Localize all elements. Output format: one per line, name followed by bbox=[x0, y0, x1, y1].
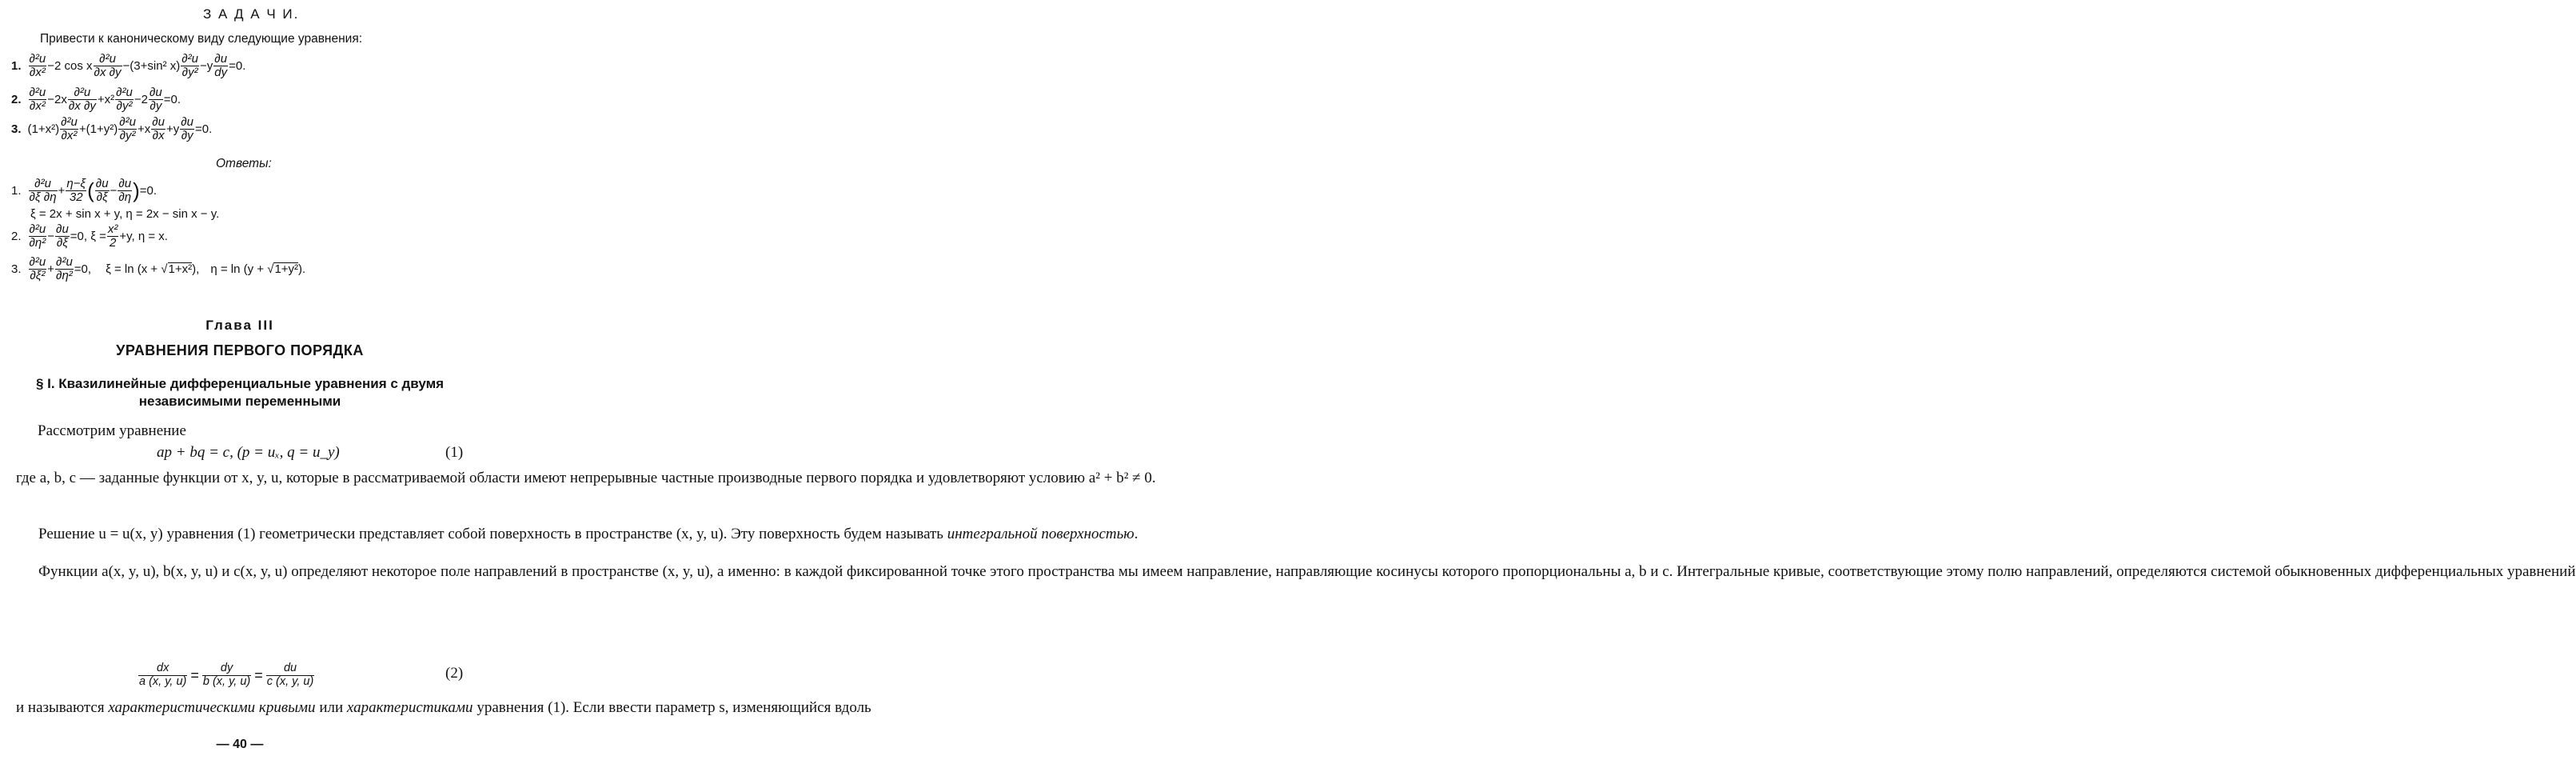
paragraph-text: и называются bbox=[16, 699, 109, 716]
problems-heading: З А Д А Ч И. bbox=[203, 6, 300, 22]
paragraph-text: Функции a(x, y, u), b(x, y, u) и c(x, y, u) определяют некоторое поле направлений в пространстве (x, y, u), а именно: в каждой фиксированной точке этого пространства мы имеем направление, направляющие косинусы которого пропорциональны a, b и c. Интегральные кривые, соответствующие этому полю направлений, определяются системой обыкновенных дифференциальных уравнений bbox=[38, 563, 2576, 580]
term: ), bbox=[192, 262, 200, 276]
answer-1: 1. $\frac{\text{∂²u}}{\partial\xi \partial\eta}$ + $\frac{\eta-\xi}{32}$ ( $\frac{\partial u}{\partial\xi}$ − $\frac{\partial u}{\partial\eta}$ ) =0. bbox=[11, 176, 158, 204]
fraction: $\frac{\text{∂²u}}{\text{∂y²}}$ bbox=[116, 85, 133, 113]
equation-1-label: (1) bbox=[445, 444, 464, 461]
term: +y bbox=[166, 122, 180, 136]
equation-2-label: (2) bbox=[445, 665, 464, 682]
fraction: $\frac{\text{∂²u}}{\partial x \partial y}$ bbox=[94, 51, 122, 79]
term: −2 cos x bbox=[47, 58, 93, 73]
paragraph-text: уравнения (1). Если ввести параметр s, изменяющийся вдоль bbox=[473, 699, 871, 716]
fraction: $\frac{\text{∂²u}}{\text{∂x²}}$ bbox=[29, 51, 46, 79]
paragraph-text: Решение u = u(x, y) уравнения (1) геометрически представляет собой поверхность в пространстве (x, y, u). Эту поверхность будем называть bbox=[38, 526, 947, 542]
fraction: $\frac{\partial u}{\partial y}$ bbox=[150, 85, 162, 113]
problem-2 bbox=[11, 83, 181, 115]
term: =0, ξ = bbox=[70, 229, 106, 243]
answer-number: 3. bbox=[11, 262, 22, 276]
term: =0. bbox=[163, 92, 181, 106]
paragraph-3 bbox=[16, 562, 2576, 581]
term: − bbox=[47, 229, 55, 243]
fraction: $\frac{\partial u}{\partial\xi}$ bbox=[95, 176, 109, 204]
answer-1-substitution: ξ = 2x + sin x + y, η = 2x − sin x − y. bbox=[30, 207, 220, 221]
paragraph-2 bbox=[16, 525, 1138, 543]
problem-number: 1. bbox=[11, 58, 22, 73]
problem-1 bbox=[11, 50, 245, 82]
sqrt-radicand: 1+y² bbox=[274, 262, 299, 276]
fraction: $\frac{dx}{a (x, y, u)}$ bbox=[139, 662, 187, 688]
term: =0. bbox=[139, 183, 158, 198]
fraction: $\frac{\partial u}{dy}$ bbox=[214, 51, 228, 79]
chapter-number: Глава III bbox=[205, 318, 274, 333]
answer-2 bbox=[11, 220, 168, 252]
problems-intro: Привести к каноническому виду следующие уравнения: bbox=[40, 32, 363, 46]
emphasis-term: характеристиками bbox=[346, 699, 473, 716]
fraction: $\frac{\text{∂²u}}{\text{∂x²}}$ bbox=[61, 114, 78, 142]
equals-sign: = bbox=[254, 667, 263, 683]
fraction: $\frac{\eta-\xi}{32}$ bbox=[66, 176, 86, 204]
equation-1: ap + bq = c, (p = uₓ, q = u_y) bbox=[157, 444, 340, 461]
fraction: $\frac{\text{∂²u}}{\text{∂y²}}$ bbox=[181, 51, 198, 79]
paragraph-text: . bbox=[1134, 526, 1138, 542]
term: + bbox=[47, 262, 55, 276]
term: +(1+y²) bbox=[78, 122, 118, 136]
fraction: $\frac{\text{∂²u}}{\text{∂x²}}$ bbox=[29, 85, 46, 113]
chapter-title: УРАВНЕНИЯ ПЕРВОГО ПОРЯДКА bbox=[116, 342, 364, 358]
equation-2 bbox=[138, 658, 315, 693]
paragraph-1 bbox=[16, 469, 1156, 487]
term: +x² bbox=[97, 92, 115, 106]
fraction: $\frac{\text{∂²u}}{\partial x \partial y}$ bbox=[68, 85, 96, 113]
fraction: $\frac{\partial u}{\partial y}$ bbox=[181, 114, 194, 142]
fraction: $\frac{du}{c (x, y, u)}$ bbox=[266, 662, 314, 688]
term: +x bbox=[137, 122, 151, 136]
fraction: $\frac{\text{∂²u}}{\text{∂ξ²}}$ bbox=[29, 254, 46, 282]
fraction: $\frac{\text{x²}}{2}$ bbox=[107, 222, 118, 250]
answers-title: Ответы: bbox=[216, 157, 272, 170]
paragraph-4 bbox=[16, 698, 871, 717]
term: −2 bbox=[134, 92, 148, 106]
term: +y, η = x. bbox=[119, 229, 168, 243]
answer-number: 1. bbox=[11, 183, 22, 198]
fraction: $\frac{dy}{b (x, y, u)}$ bbox=[202, 662, 251, 688]
fraction: $\frac{\text{∂²u}}{\text{∂η²}}$ bbox=[29, 222, 46, 250]
section-title-line-2: независимыми переменными bbox=[138, 394, 341, 409]
term: =0. bbox=[195, 122, 213, 136]
emphasis-term: интегральной поверхностью bbox=[947, 526, 1134, 542]
paragraph-text: или bbox=[315, 699, 347, 716]
fraction: $\frac{\text{∂²u}}{\text{∂y²}}$ bbox=[119, 114, 136, 142]
answer-number: 2. bbox=[11, 229, 22, 243]
fraction: $\frac{\partial u}{\partial x}$ bbox=[152, 114, 165, 142]
problem-number: 2. bbox=[11, 92, 22, 106]
term: −2x bbox=[47, 92, 67, 106]
fraction: $\frac{\partial u}{\partial\xi}$ bbox=[56, 222, 69, 250]
emphasis-term: характеристическими кривыми bbox=[108, 699, 316, 716]
term: =0. bbox=[229, 58, 246, 73]
problem-number: 3. bbox=[11, 122, 22, 136]
term: =0, bbox=[74, 262, 92, 276]
term: (1+x²) bbox=[27, 122, 60, 136]
fraction: $\frac{\text{∂²u}}{\text{∂η²}}$ bbox=[56, 254, 73, 282]
answer-3 bbox=[11, 253, 305, 285]
term: ). bbox=[298, 262, 306, 276]
term: −(3+sin² x) bbox=[122, 58, 181, 73]
sqrt-radicand: 1+x² bbox=[168, 262, 193, 276]
term: −y bbox=[200, 58, 213, 73]
problem-3 bbox=[11, 113, 212, 145]
page-number: — 40 — bbox=[216, 738, 264, 751]
fraction: $\frac{\partial u}{\partial\eta}$ bbox=[118, 176, 132, 204]
equals-sign: = bbox=[190, 667, 199, 683]
fraction: $\frac{\text{∂²u}}{\partial\xi \partial\eta}$ bbox=[29, 176, 57, 204]
paragraph-text: где a, b, c — заданные функции от x, y, u, которые в рассматриваемой области имеют непрерывные частные производные первого порядка и удовлетворяют условию a² + b² ≠ 0. bbox=[16, 470, 1156, 486]
term: + bbox=[58, 183, 66, 198]
term: ξ = ln (x + √ bbox=[106, 262, 168, 276]
section-title-line-1: § I. Квазилинейные дифференциальные уравнения с двумя bbox=[35, 376, 445, 391]
term: − bbox=[110, 183, 118, 198]
consider-text: Рассмотрим уравнение bbox=[38, 422, 186, 439]
term: η = ln (y + √ bbox=[210, 262, 274, 276]
